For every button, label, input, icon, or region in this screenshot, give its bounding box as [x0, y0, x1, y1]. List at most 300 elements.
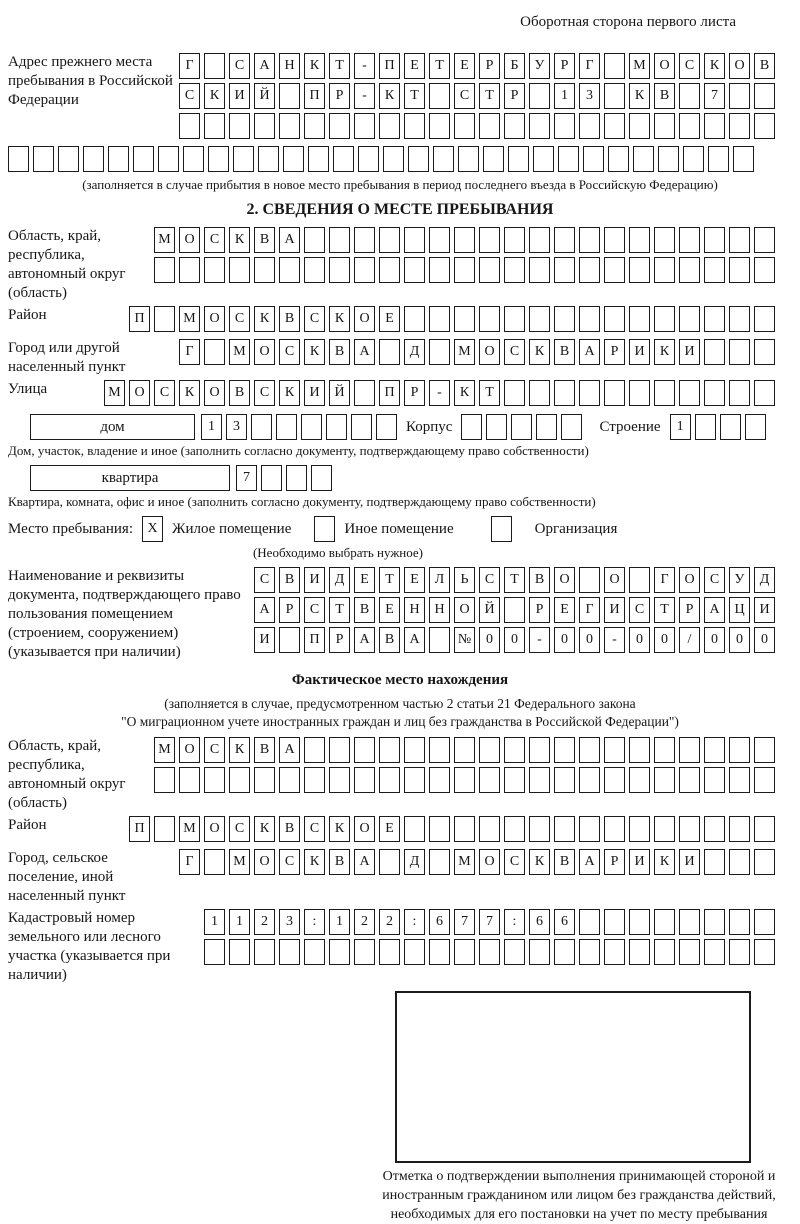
- char-cell[interactable]: [108, 146, 129, 172]
- char-cell[interactable]: В: [354, 597, 375, 623]
- char-cell[interactable]: [561, 414, 582, 440]
- char-cell[interactable]: [704, 939, 725, 965]
- char-cell[interactable]: [154, 767, 175, 793]
- char-cell[interactable]: [479, 767, 500, 793]
- char-cell[interactable]: [379, 849, 400, 875]
- char-cell[interactable]: [754, 339, 775, 365]
- checkbox-organizatsiya[interactable]: [491, 516, 512, 542]
- char-cell[interactable]: Т: [404, 83, 425, 109]
- char-cell[interactable]: [579, 767, 600, 793]
- char-cell[interactable]: М: [179, 306, 200, 332]
- char-cell[interactable]: [329, 227, 350, 253]
- char-cell[interactable]: [279, 83, 300, 109]
- char-cell[interactable]: [204, 113, 225, 139]
- char-cell[interactable]: Т: [479, 83, 500, 109]
- char-cell[interactable]: Т: [329, 597, 350, 623]
- char-cell[interactable]: [629, 767, 650, 793]
- char-cell[interactable]: [379, 737, 400, 763]
- char-cell[interactable]: [704, 849, 725, 875]
- char-cell[interactable]: Р: [554, 53, 575, 79]
- char-cell[interactable]: М: [104, 380, 125, 406]
- char-cell[interactable]: [304, 737, 325, 763]
- char-cell[interactable]: Р: [329, 83, 350, 109]
- char-cell[interactable]: [229, 257, 250, 283]
- char-cell[interactable]: В: [229, 380, 250, 406]
- char-cell[interactable]: [629, 227, 650, 253]
- char-cell[interactable]: [529, 227, 550, 253]
- char-cell[interactable]: П: [304, 627, 325, 653]
- char-cell[interactable]: [204, 939, 225, 965]
- char-cell[interactable]: [311, 465, 332, 491]
- char-cell[interactable]: [304, 257, 325, 283]
- char-cell[interactable]: [704, 737, 725, 763]
- char-cell[interactable]: О: [729, 53, 750, 79]
- char-cell[interactable]: -: [529, 627, 550, 653]
- char-cell[interactable]: [704, 380, 725, 406]
- char-cell[interactable]: О: [179, 737, 200, 763]
- char-cell[interactable]: К: [329, 306, 350, 332]
- char-cell[interactable]: И: [754, 597, 775, 623]
- char-cell[interactable]: [251, 414, 272, 440]
- char-cell[interactable]: [579, 816, 600, 842]
- char-cell[interactable]: [729, 909, 750, 935]
- char-cell[interactable]: [479, 306, 500, 332]
- char-cell[interactable]: [704, 816, 725, 842]
- char-cell[interactable]: [729, 849, 750, 875]
- char-cell[interactable]: [679, 257, 700, 283]
- char-cell[interactable]: В: [379, 627, 400, 653]
- char-cell[interactable]: [533, 146, 554, 172]
- char-cell[interactable]: [479, 113, 500, 139]
- char-cell[interactable]: В: [654, 83, 675, 109]
- char-cell[interactable]: [679, 306, 700, 332]
- char-cell[interactable]: [629, 113, 650, 139]
- char-cell[interactable]: С: [229, 53, 250, 79]
- char-cell[interactable]: М: [454, 849, 475, 875]
- char-cell[interactable]: А: [579, 849, 600, 875]
- char-cell[interactable]: Г: [179, 53, 200, 79]
- char-cell[interactable]: [504, 816, 525, 842]
- char-cell[interactable]: [379, 113, 400, 139]
- char-cell[interactable]: 0: [654, 627, 675, 653]
- char-cell[interactable]: [204, 849, 225, 875]
- char-cell[interactable]: К: [254, 306, 275, 332]
- char-cell[interactable]: Г: [179, 339, 200, 365]
- char-cell[interactable]: [133, 146, 154, 172]
- char-cell[interactable]: О: [254, 849, 275, 875]
- char-cell[interactable]: [483, 146, 504, 172]
- char-cell[interactable]: Н: [429, 597, 450, 623]
- char-cell[interactable]: [504, 380, 525, 406]
- char-cell[interactable]: [404, 257, 425, 283]
- char-cell[interactable]: [358, 146, 379, 172]
- char-cell[interactable]: О: [354, 306, 375, 332]
- char-cell[interactable]: [654, 257, 675, 283]
- char-cell[interactable]: [504, 767, 525, 793]
- char-cell[interactable]: С: [204, 737, 225, 763]
- char-cell[interactable]: О: [604, 567, 625, 593]
- char-cell[interactable]: [429, 83, 450, 109]
- char-cell[interactable]: С: [629, 597, 650, 623]
- char-cell[interactable]: А: [354, 627, 375, 653]
- char-cell[interactable]: [554, 113, 575, 139]
- char-cell[interactable]: [261, 465, 282, 491]
- char-cell[interactable]: [529, 737, 550, 763]
- char-cell[interactable]: [679, 767, 700, 793]
- char-cell[interactable]: К: [629, 83, 650, 109]
- char-cell[interactable]: К: [304, 849, 325, 875]
- char-cell[interactable]: К: [304, 339, 325, 365]
- char-cell[interactable]: [654, 767, 675, 793]
- char-cell[interactable]: [554, 227, 575, 253]
- char-cell[interactable]: 0: [704, 627, 725, 653]
- char-cell[interactable]: [33, 146, 54, 172]
- char-cell[interactable]: П: [129, 816, 150, 842]
- char-cell[interactable]: К: [254, 816, 275, 842]
- char-cell[interactable]: [629, 909, 650, 935]
- char-cell[interactable]: 6: [554, 909, 575, 935]
- char-cell[interactable]: [604, 380, 625, 406]
- char-cell[interactable]: [679, 83, 700, 109]
- char-cell[interactable]: [204, 257, 225, 283]
- char-cell[interactable]: О: [254, 339, 275, 365]
- char-cell[interactable]: К: [304, 53, 325, 79]
- char-cell[interactable]: Ц: [729, 597, 750, 623]
- char-cell[interactable]: -: [604, 627, 625, 653]
- char-cell[interactable]: [329, 939, 350, 965]
- char-cell[interactable]: Р: [404, 380, 425, 406]
- char-cell[interactable]: [729, 83, 750, 109]
- char-cell[interactable]: [504, 227, 525, 253]
- char-cell[interactable]: П: [379, 380, 400, 406]
- char-cell[interactable]: Е: [354, 567, 375, 593]
- char-cell[interactable]: О: [479, 849, 500, 875]
- char-cell[interactable]: [529, 113, 550, 139]
- char-cell[interactable]: [433, 146, 454, 172]
- char-cell[interactable]: [354, 939, 375, 965]
- char-cell[interactable]: С: [504, 339, 525, 365]
- char-cell[interactable]: К: [704, 53, 725, 79]
- char-cell[interactable]: Г: [579, 53, 600, 79]
- char-cell[interactable]: Н: [279, 53, 300, 79]
- char-cell[interactable]: :: [504, 909, 525, 935]
- char-cell[interactable]: [404, 227, 425, 253]
- char-cell[interactable]: 0: [729, 627, 750, 653]
- char-cell[interactable]: [720, 414, 741, 440]
- char-cell[interactable]: 1: [229, 909, 250, 935]
- char-cell[interactable]: [729, 737, 750, 763]
- char-cell[interactable]: А: [279, 227, 300, 253]
- char-cell[interactable]: И: [679, 339, 700, 365]
- char-cell[interactable]: Т: [654, 597, 675, 623]
- char-cell[interactable]: О: [204, 816, 225, 842]
- char-cell[interactable]: О: [679, 567, 700, 593]
- char-cell[interactable]: [604, 257, 625, 283]
- char-cell[interactable]: [429, 227, 450, 253]
- char-cell[interactable]: О: [654, 53, 675, 79]
- char-cell[interactable]: Р: [329, 627, 350, 653]
- char-cell[interactable]: [579, 737, 600, 763]
- char-cell[interactable]: И: [629, 849, 650, 875]
- char-cell[interactable]: [379, 227, 400, 253]
- char-cell[interactable]: [754, 939, 775, 965]
- char-cell[interactable]: [629, 737, 650, 763]
- char-cell[interactable]: [404, 306, 425, 332]
- char-cell[interactable]: [629, 567, 650, 593]
- char-cell[interactable]: [704, 113, 725, 139]
- char-cell[interactable]: [479, 257, 500, 283]
- char-cell[interactable]: С: [154, 380, 175, 406]
- char-cell[interactable]: Е: [454, 53, 475, 79]
- char-cell[interactable]: [704, 339, 725, 365]
- char-cell[interactable]: [554, 816, 575, 842]
- char-cell[interactable]: 2: [354, 909, 375, 935]
- char-cell[interactable]: [204, 767, 225, 793]
- char-cell[interactable]: [654, 227, 675, 253]
- char-cell[interactable]: Д: [754, 567, 775, 593]
- char-cell[interactable]: И: [629, 339, 650, 365]
- char-cell[interactable]: 0: [629, 627, 650, 653]
- char-cell[interactable]: [479, 737, 500, 763]
- char-cell[interactable]: [354, 737, 375, 763]
- char-cell[interactable]: К: [454, 380, 475, 406]
- char-cell[interactable]: [729, 816, 750, 842]
- char-cell[interactable]: С: [254, 567, 275, 593]
- char-cell[interactable]: А: [404, 627, 425, 653]
- char-cell[interactable]: С: [279, 849, 300, 875]
- char-cell[interactable]: [704, 767, 725, 793]
- char-cell[interactable]: Е: [379, 306, 400, 332]
- char-cell[interactable]: А: [579, 339, 600, 365]
- char-cell[interactable]: [454, 737, 475, 763]
- char-cell[interactable]: О: [204, 380, 225, 406]
- char-cell[interactable]: [408, 146, 429, 172]
- char-cell[interactable]: [654, 737, 675, 763]
- char-cell[interactable]: [229, 767, 250, 793]
- char-cell[interactable]: К: [529, 849, 550, 875]
- char-cell[interactable]: Д: [404, 339, 425, 365]
- char-cell[interactable]: [479, 816, 500, 842]
- char-cell[interactable]: С: [704, 567, 725, 593]
- char-cell[interactable]: [729, 113, 750, 139]
- char-cell[interactable]: Н: [404, 597, 425, 623]
- char-cell[interactable]: [304, 939, 325, 965]
- char-cell[interactable]: [754, 306, 775, 332]
- char-cell[interactable]: М: [179, 816, 200, 842]
- char-cell[interactable]: [529, 257, 550, 283]
- checkbox-inoe-pomeshchenie[interactable]: [314, 516, 335, 542]
- char-cell[interactable]: [179, 257, 200, 283]
- char-cell[interactable]: В: [279, 306, 300, 332]
- char-cell[interactable]: У: [529, 53, 550, 79]
- char-cell[interactable]: [429, 113, 450, 139]
- char-cell[interactable]: [376, 414, 397, 440]
- char-cell[interactable]: [254, 767, 275, 793]
- char-cell[interactable]: [354, 113, 375, 139]
- char-cell[interactable]: [329, 257, 350, 283]
- char-cell[interactable]: [504, 939, 525, 965]
- char-cell[interactable]: С: [504, 849, 525, 875]
- char-cell[interactable]: К: [229, 227, 250, 253]
- char-cell[interactable]: [461, 414, 482, 440]
- char-cell[interactable]: 6: [429, 909, 450, 935]
- char-cell[interactable]: [301, 414, 322, 440]
- char-cell[interactable]: [8, 146, 29, 172]
- char-cell[interactable]: [729, 939, 750, 965]
- char-cell[interactable]: [729, 227, 750, 253]
- char-cell[interactable]: [504, 257, 525, 283]
- char-cell[interactable]: Е: [404, 53, 425, 79]
- char-cell[interactable]: [504, 597, 525, 623]
- char-cell[interactable]: К: [229, 737, 250, 763]
- char-cell[interactable]: [604, 737, 625, 763]
- char-cell[interactable]: Е: [379, 597, 400, 623]
- char-cell[interactable]: [704, 227, 725, 253]
- char-cell[interactable]: М: [229, 849, 250, 875]
- char-cell[interactable]: В: [279, 816, 300, 842]
- checkbox-zhiloe-pomeshchenie[interactable]: X: [142, 516, 163, 542]
- char-cell[interactable]: [304, 113, 325, 139]
- char-cell[interactable]: К: [654, 849, 675, 875]
- char-cell[interactable]: [604, 939, 625, 965]
- char-cell[interactable]: Р: [279, 597, 300, 623]
- char-cell[interactable]: Б: [504, 53, 525, 79]
- char-cell[interactable]: [329, 113, 350, 139]
- char-cell[interactable]: [279, 627, 300, 653]
- char-cell[interactable]: [58, 146, 79, 172]
- char-cell[interactable]: Т: [329, 53, 350, 79]
- char-cell[interactable]: [454, 257, 475, 283]
- char-cell[interactable]: П: [304, 83, 325, 109]
- char-cell[interactable]: [429, 737, 450, 763]
- char-cell[interactable]: [508, 146, 529, 172]
- char-cell[interactable]: К: [279, 380, 300, 406]
- char-cell[interactable]: [254, 113, 275, 139]
- char-cell[interactable]: М: [154, 227, 175, 253]
- char-cell[interactable]: У: [729, 567, 750, 593]
- char-cell[interactable]: [745, 414, 766, 440]
- char-cell[interactable]: С: [229, 306, 250, 332]
- char-cell[interactable]: М: [454, 339, 475, 365]
- char-cell[interactable]: О: [129, 380, 150, 406]
- char-cell[interactable]: [204, 53, 225, 79]
- char-cell[interactable]: Р: [604, 339, 625, 365]
- char-cell[interactable]: Д: [329, 567, 350, 593]
- char-cell[interactable]: [454, 939, 475, 965]
- char-cell[interactable]: [286, 465, 307, 491]
- char-cell[interactable]: [679, 380, 700, 406]
- char-cell[interactable]: [558, 146, 579, 172]
- char-cell[interactable]: [479, 939, 500, 965]
- char-cell[interactable]: И: [679, 849, 700, 875]
- char-cell[interactable]: [654, 816, 675, 842]
- char-cell[interactable]: В: [329, 849, 350, 875]
- char-cell[interactable]: Р: [604, 849, 625, 875]
- char-cell[interactable]: [304, 767, 325, 793]
- char-cell[interactable]: [529, 306, 550, 332]
- char-cell[interactable]: 6: [529, 909, 550, 935]
- char-cell[interactable]: [179, 767, 200, 793]
- char-cell[interactable]: [183, 146, 204, 172]
- char-cell[interactable]: 7: [479, 909, 500, 935]
- char-cell[interactable]: [579, 380, 600, 406]
- char-cell[interactable]: Г: [654, 567, 675, 593]
- char-cell[interactable]: [504, 306, 525, 332]
- char-cell[interactable]: [354, 257, 375, 283]
- char-cell[interactable]: К: [329, 816, 350, 842]
- char-cell[interactable]: Г: [579, 597, 600, 623]
- char-cell[interactable]: С: [254, 380, 275, 406]
- char-cell[interactable]: [454, 306, 475, 332]
- char-cell[interactable]: [504, 113, 525, 139]
- char-cell[interactable]: 1: [204, 909, 225, 935]
- char-cell[interactable]: [304, 227, 325, 253]
- char-cell[interactable]: [429, 339, 450, 365]
- char-cell[interactable]: 0: [754, 627, 775, 653]
- char-cell[interactable]: [254, 257, 275, 283]
- char-cell[interactable]: [279, 767, 300, 793]
- char-cell[interactable]: [429, 306, 450, 332]
- char-cell[interactable]: [679, 939, 700, 965]
- char-cell[interactable]: [404, 113, 425, 139]
- char-cell[interactable]: [679, 113, 700, 139]
- char-cell[interactable]: [754, 737, 775, 763]
- char-cell[interactable]: О: [554, 567, 575, 593]
- char-cell[interactable]: [704, 306, 725, 332]
- char-cell[interactable]: К: [654, 339, 675, 365]
- char-cell[interactable]: Е: [404, 567, 425, 593]
- char-cell[interactable]: С: [304, 816, 325, 842]
- char-cell[interactable]: 7: [704, 83, 725, 109]
- char-cell[interactable]: [629, 257, 650, 283]
- char-cell[interactable]: [529, 83, 550, 109]
- char-cell[interactable]: С: [479, 567, 500, 593]
- char-cell[interactable]: :: [404, 909, 425, 935]
- char-cell[interactable]: П: [379, 53, 400, 79]
- char-cell[interactable]: [608, 146, 629, 172]
- char-cell[interactable]: Р: [529, 597, 550, 623]
- char-cell[interactable]: В: [529, 567, 550, 593]
- char-cell[interactable]: [658, 146, 679, 172]
- char-cell[interactable]: [604, 909, 625, 935]
- char-cell[interactable]: [279, 113, 300, 139]
- char-cell[interactable]: [536, 414, 557, 440]
- char-cell[interactable]: П: [129, 306, 150, 332]
- char-cell[interactable]: [454, 227, 475, 253]
- char-cell[interactable]: [179, 113, 200, 139]
- char-cell[interactable]: [83, 146, 104, 172]
- char-cell[interactable]: С: [304, 597, 325, 623]
- char-cell[interactable]: В: [554, 339, 575, 365]
- char-cell[interactable]: -: [354, 53, 375, 79]
- char-cell[interactable]: М: [229, 339, 250, 365]
- char-cell[interactable]: 0: [554, 627, 575, 653]
- char-cell[interactable]: [486, 414, 507, 440]
- char-cell[interactable]: [754, 849, 775, 875]
- char-cell[interactable]: [529, 939, 550, 965]
- char-cell[interactable]: Е: [379, 816, 400, 842]
- char-cell[interactable]: [754, 257, 775, 283]
- char-cell[interactable]: [511, 414, 532, 440]
- char-cell[interactable]: [229, 113, 250, 139]
- char-cell[interactable]: 0: [504, 627, 525, 653]
- char-cell[interactable]: [729, 257, 750, 283]
- char-cell[interactable]: [279, 257, 300, 283]
- char-cell[interactable]: К: [179, 380, 200, 406]
- char-cell[interactable]: [754, 909, 775, 935]
- char-cell[interactable]: О: [204, 306, 225, 332]
- char-cell[interactable]: Л: [429, 567, 450, 593]
